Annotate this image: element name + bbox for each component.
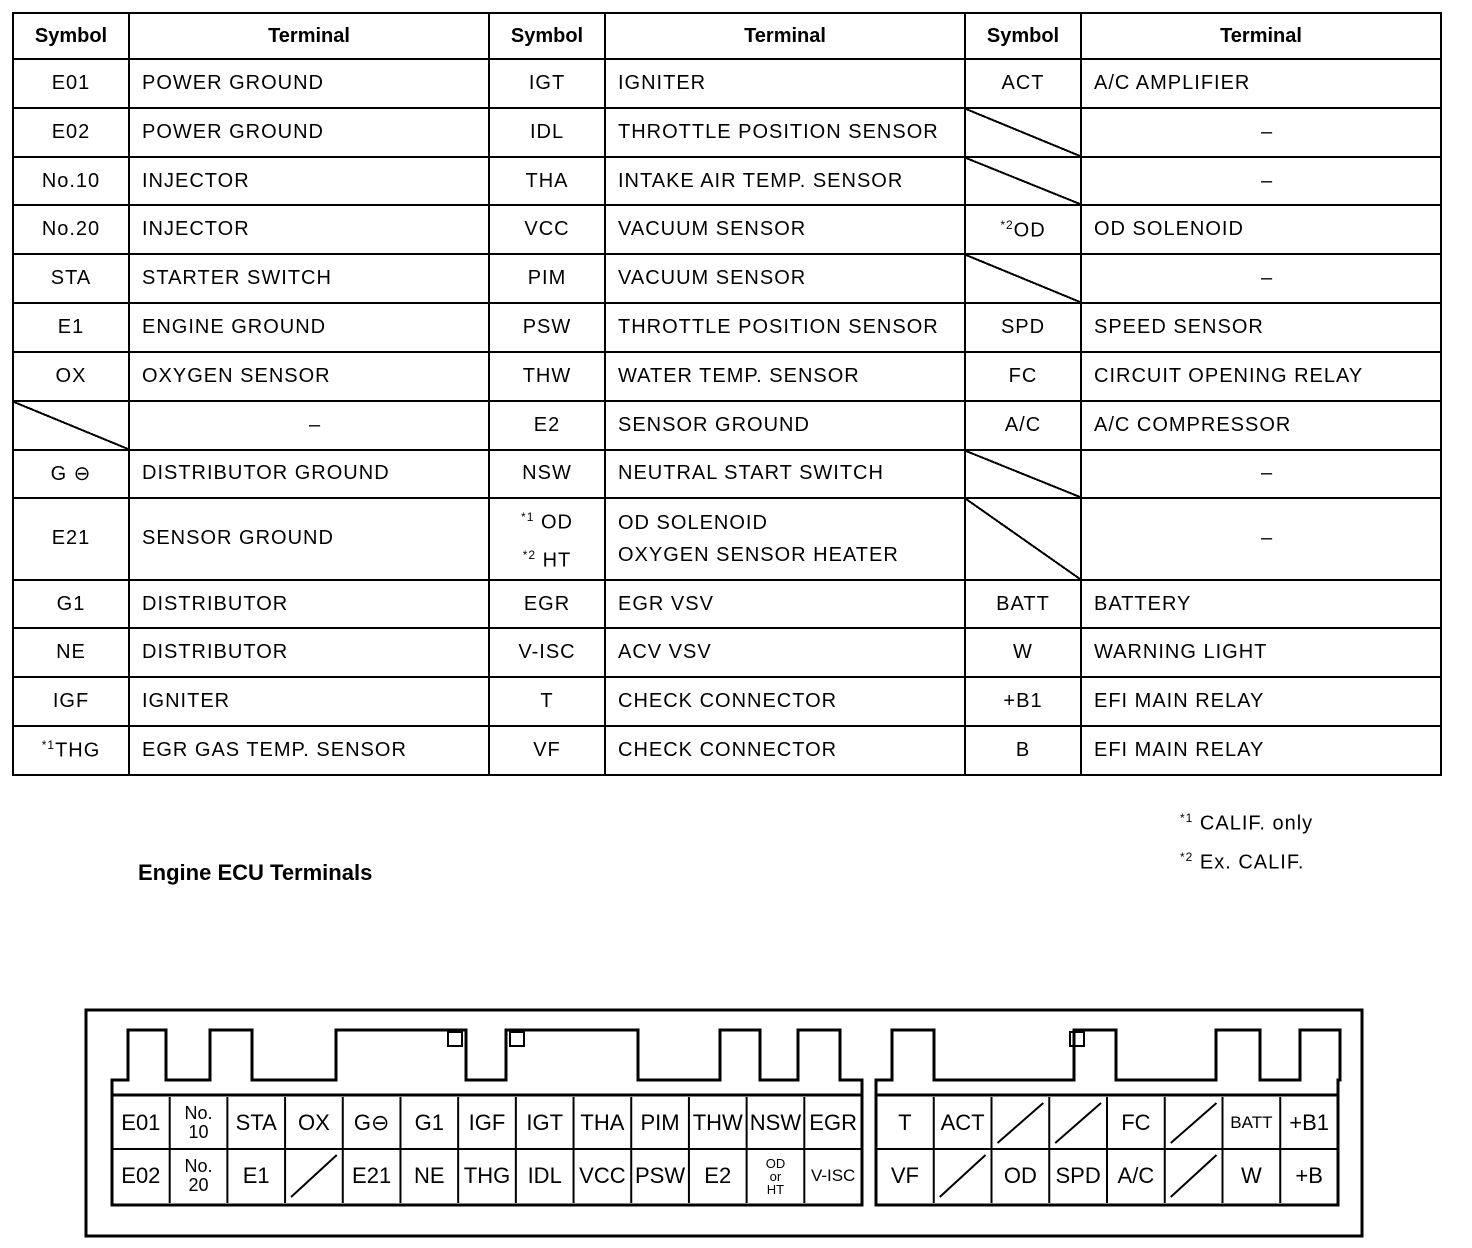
connector-pin: OX [298,1110,330,1135]
symbol-cell: E1 [13,303,129,352]
terminal-cell: – [129,401,489,450]
connector-pin: EGR [809,1110,857,1135]
terminal-cell: NEUTRAL START SWITCH [605,450,965,499]
connector-pin: IGT [526,1110,564,1135]
terminal-cell: SPEED SENSOR [1081,303,1441,352]
terminal-cell: – [1081,498,1441,579]
terminal-cell: A/C COMPRESSOR [1081,401,1441,450]
footnote-text: CALIF. only [1199,812,1314,835]
footnote-mark: *2 [1000,217,1014,232]
terminal-label: OD SOLENOID [618,511,768,534]
connector-pin: E01 [121,1110,161,1135]
terminal-cell: INJECTOR [129,157,489,206]
terminal-cell: INJECTOR [129,205,489,254]
symbol-cell: NSW [489,450,605,499]
connector-pin: No. 10 [184,1103,213,1142]
terminal-cell: EFI MAIN RELAY [1081,726,1441,775]
symbol-label: THG [55,739,101,762]
terminal-cell: SENSOR GROUND [129,498,489,579]
terminal-cell: ACV VSV [605,628,965,677]
terminal-cell: POWER GROUND [129,108,489,157]
symbol-cell: PSW [489,303,605,352]
terminal-cell: SENSOR GROUND [605,401,965,450]
connector-pin: +B1 [1289,1110,1329,1135]
terminal-cell: WARNING LIGHT [1081,628,1441,677]
connector-pin: ACT [940,1110,985,1135]
terminal-cell: CHECK CONNECTOR [605,677,965,726]
symbol-cell: +B1 [965,677,1081,726]
connector-pin: STA [235,1110,277,1135]
left-key-notch-1 [448,1032,462,1046]
terminal-cell: DISTRIBUTOR [129,580,489,629]
terminal-cell: – [1081,254,1441,303]
right-key-notch [1070,1032,1084,1046]
symbol-cell: FC [965,352,1081,401]
header-symbol-3: Symbol [965,13,1081,59]
connector-pin: E1 [242,1163,270,1188]
connector-pin: THW [692,1110,743,1135]
connector-pin: OD or HT [765,1155,786,1197]
terminal-cell: VACUUM SENSOR [605,254,965,303]
symbol-cell: G1 [13,580,129,629]
symbol-cell: THA [489,157,605,206]
terminal-cell: VACUUM SENSOR [605,205,965,254]
symbol-cell: IDL [489,108,605,157]
header-terminal-1: Terminal [129,13,489,59]
symbol-cell: W [965,628,1081,677]
symbol-cell: No.10 [13,157,129,206]
terminal-cell: A/C AMPLIFIER [1081,59,1441,108]
empty-pin-slash [1055,1103,1101,1143]
terminal-cell: INTAKE AIR TEMP. SENSOR [605,157,965,206]
symbol-cell: IGF [13,677,129,726]
symbol-cell: VCC [489,205,605,254]
connector-pin: NE [414,1163,445,1188]
right-connector-outline [876,1030,1340,1095]
terminal-cell: WATER TEMP. SENSOR [605,352,965,401]
symbol-cell: E2 [489,401,605,450]
footnote-text: Ex. CALIF. [1199,851,1305,874]
terminal-cell: DISTRIBUTOR GROUND [129,450,489,499]
connector-pin: G1 [414,1110,444,1135]
terminal-cell: STARTER SWITCH [129,254,489,303]
connector-pin: No. 20 [184,1156,213,1195]
connector-pin: V-ISC [810,1166,856,1185]
terminal-cell: EGR GAS TEMP. SENSOR [129,726,489,775]
connector-pin: G⊖ [353,1110,390,1135]
left-key-notch-2 [510,1032,524,1046]
terminal-cell: – [1081,157,1441,206]
terminal-cell: OD SOLENOID [1081,205,1441,254]
connector-pin: PSW [635,1163,686,1188]
connector-pin: IDL [527,1163,562,1188]
footnote-mark: *1 [1180,811,1194,825]
terminal-cell: ENGINE GROUND [129,303,489,352]
footnote-mark: *1 [41,738,56,753]
terminal-label: OXYGEN SENSOR HEATER [618,543,899,566]
connector-pin: PIM [640,1110,680,1135]
symbol-cell: NE [13,628,129,677]
empty-pin-slash [291,1155,337,1197]
symbol-cell: PIM [489,254,605,303]
empty-pin-slash [998,1103,1044,1143]
footnote-mark: *2 [522,547,537,562]
connector-pin: THA [580,1110,625,1135]
symbol-cell: ACT [965,59,1081,108]
symbol-cell: V-ISC [489,628,605,677]
connector-pin: E02 [121,1163,161,1188]
diagram-caption: Engine ECU Terminals [138,860,373,885]
terminal-cell: THROTTLE POSITION SENSOR [605,108,965,157]
terminal-cell: OXYGEN SENSOR [129,352,489,401]
terminal-cell: CHECK CONNECTOR [605,726,965,775]
symbol-cell: BATT [965,580,1081,629]
footnote-mark: *1 [521,510,535,525]
symbol-label: HT [542,549,572,572]
connector-pin: BATT [1230,1113,1273,1132]
connector-pin: IGF [468,1110,506,1135]
symbol-cell: E01 [13,59,129,108]
empty-pin-slash [1171,1103,1217,1143]
terminal-cell: IGNITER [129,677,489,726]
symbol-cell: OX [13,352,129,401]
symbol-cell: VF [489,726,605,775]
connector-pin: VF [890,1163,919,1188]
symbol-cell: E21 [13,498,129,579]
connector-pin: SPD [1055,1163,1101,1188]
symbol-label: OD [1013,219,1046,242]
symbol-cell: A/C [965,401,1081,450]
connector-pin: THG [463,1163,511,1188]
connector-pin: W [1240,1163,1262,1188]
symbol-cell: STA [13,254,129,303]
terminal-cell: EFI MAIN RELAY [1081,677,1441,726]
terminal-cell: POWER GROUND [129,59,489,108]
terminal-cell: – [1081,450,1441,499]
terminal-cell: CIRCUIT OPENING RELAY [1081,352,1441,401]
empty-pin-slash [1171,1155,1217,1197]
symbol-cell: IGT [489,59,605,108]
terminal-cell: DISTRIBUTOR [129,628,489,677]
symbol-cell: No.20 [13,205,129,254]
symbol-cell: E02 [13,108,129,157]
header-terminal-3: Terminal [1081,13,1441,59]
terminal-cell: IGNITER [605,59,965,108]
symbol-cell: EGR [489,580,605,629]
symbol-cell: B [965,726,1081,775]
header-symbol-2: Symbol [489,13,605,59]
terminal-cell: THROTTLE POSITION SENSOR [605,303,965,352]
connector-pin: T [898,1110,912,1135]
connector-pin: E2 [704,1163,732,1188]
symbol-cell: SPD [965,303,1081,352]
footnote-mark: *2 [1180,849,1194,864]
connector-pin: NSW [749,1110,802,1135]
connector-pin: VCC [579,1163,626,1188]
header-symbol-1: Symbol [13,13,129,59]
symbol-label: OD [540,511,573,534]
symbol-cell: THW [489,352,605,401]
connector-pin: A/C [1117,1163,1155,1188]
terminal-cell: BATTERY [1081,580,1441,629]
terminal-cell: EGR VSV [605,580,965,629]
symbol-cell: T [489,677,605,726]
connector-pin: FC [1121,1110,1151,1135]
header-terminal-2: Terminal [605,13,965,59]
left-connector-outline [112,1030,862,1095]
connector-pin: OD [1003,1163,1037,1188]
connector-pin: +B [1295,1163,1323,1188]
empty-pin-slash [940,1155,986,1197]
symbol-cell: G ⊖ [13,450,129,499]
terminal-cell: – [1081,108,1441,157]
connector-pin: E21 [352,1163,392,1188]
